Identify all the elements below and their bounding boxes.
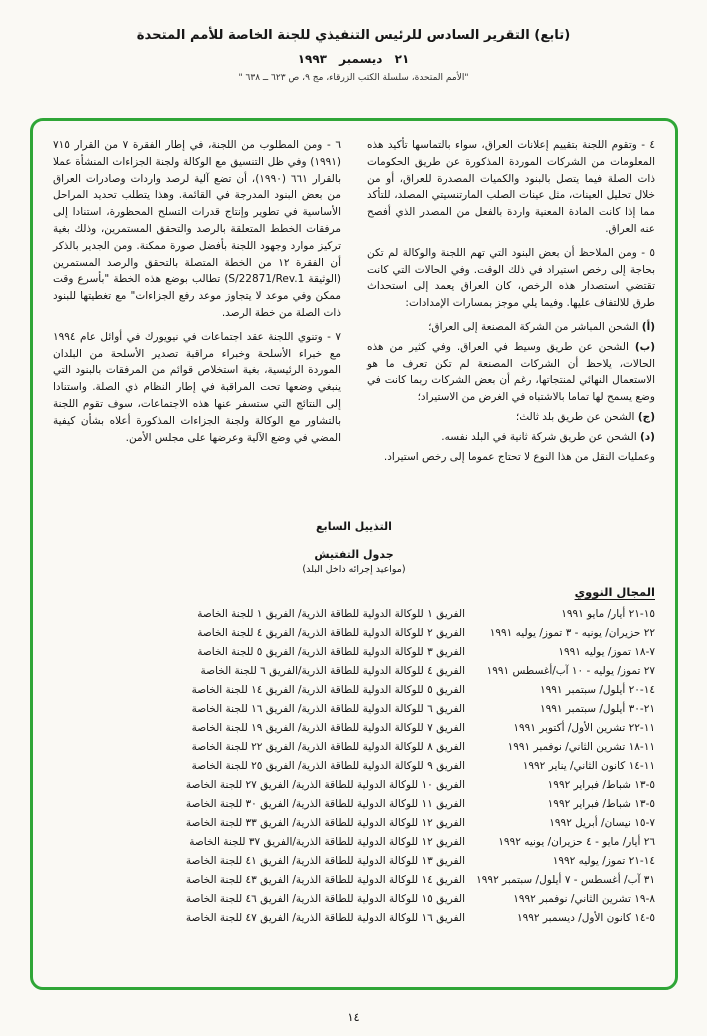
- inspection-date: ٢٦ أيار/ مايو - ٤ حزيران/ يونيه ١٩٩٢: [498, 836, 655, 848]
- list-item-b: [367, 339, 655, 406]
- inspection-team: الفريق ٨ للوكالة الدولية للطاقة الذرية/ الفريق ٢٢ للجنة الخاصة: [191, 741, 465, 753]
- paragraph-6: ٦ - ومن المطلوب من اللجنة، في إطار الفقرة ٧ من القرار ٧١٥ (١٩٩١) وفي ظل التنسيق مع الوكالة ولجنة الجزاءات المنشأة عملا بالقرار ٦٦١ (١٩٩٠)، أن تضع آلية لرصد واردات وصادرات العراق من بعض البنود المدرجة في القائمة. وهذا يتطلب تحديد المراحل الأساسية في تطوير وإنتاج قدرات التسلح المحظورة، استنادا إلى مرفقات الخطط المتعلقة بالرصد والتحقق المستمرين، وذلك بغية تركيز موارد وجهود اللجنة بأفضل صورة ممكنة. ومن الجدير بالذكر أن الفقرة ١٢ من الخطة المتصلة بالتحقق والرصد المستمرين (الوثيقة S/22871/Rev.1) تطالب بوضع هذه الخطة "بأسرع وقت ممكن وفي موعد لا يتجاوز موعد رفع الجزاءات" مع تغطيتها للبنود ذات الصلة من خطة الرصد.: [53, 139, 342, 319]
- document-title: (تابع) التقرير السادس للرئيس التنفيذي للجنة الخاصة للأمم المتحدة: [136, 28, 571, 43]
- inspection-date: ١١-٢٢ تشرين الأول/ أكتوبر ١٩٩١: [513, 722, 655, 734]
- appendix-title: التذييل السابع: [316, 520, 392, 533]
- inspection-team: الفريق ١٠ للوكالة الدولية للطاقة الذرية/ الفريق ٢٧ للجنة الخاصة: [185, 779, 465, 791]
- item-label-c: (ج): [637, 410, 655, 423]
- table-row: [53, 817, 655, 829]
- inspection-date: ٢١-٣٠ أيلول/ سبتمبر ١٩٩١: [539, 703, 655, 715]
- list-item-a: [367, 319, 655, 336]
- table-row: [53, 760, 655, 772]
- inspection-date: ٣١ آب/ أغسطس - ٧ أيلول/ سبتمبر ١٩٩٢: [476, 874, 655, 886]
- table-row: [53, 798, 655, 810]
- inspection-date: ١١-١٤ كانون الثاني/ يناير ١٩٩٢: [522, 760, 655, 772]
- inspection-team: الفريق ٩ للوكالة الدولية للطاقة الذرية/ الفريق ٢٥ للجنة الخاصة: [191, 760, 465, 772]
- supply-routes-list: [367, 319, 655, 446]
- inspection-team: الفريق ١٦ للوكالة الدولية للطاقة الذرية/ الفريق ٤٧ للجنة الخاصة: [185, 912, 465, 924]
- paragraph-4: ٤ - وتقوم اللجنة بتقييم إعلانات العراق، سواء بالتماسها تأكيد هذه المعلومات من الشركات الموردة المذكورة عن طريق الحكومات ذات الصلة فيما يتصل بالبنود والكميات المصدرة للعراق، أو من خلال تحليل العينات، مثل عينات الصلب المارتنسيتي المصلد، للتأكد مما إذا كانت المادة المعنية واردة بالفعل من المصدر الذي أفصح عنه العراق.: [367, 139, 655, 235]
- item-label-b: (ب): [634, 340, 655, 353]
- inspection-date: ٥-١٣ شباط/ فبراير ١٩٩٢: [547, 779, 655, 791]
- paragraph-5-tail: وعمليات النقل من هذا النوع لا تحتاج عموما إلى رخص استيراد.: [383, 450, 655, 463]
- inspection-team: الفريق ١٢ للوكالة الدولية للطاقة الذرية/الفريق ٣٧ للجنة الخاصة: [189, 836, 465, 848]
- table-row: [53, 874, 655, 886]
- list-item-c: [367, 409, 655, 426]
- inspection-team: الفريق ١٥ للوكالة الدولية للطاقة الذرية/ الفريق ٤٦ للجنة الخاصة: [185, 893, 465, 905]
- item-text-d: الشحن عن طريق شركة ثانية في البلد نفسه.: [441, 430, 637, 443]
- inspection-team: الفريق ٦ للوكالة الدولية للطاقة الذرية/ الفريق ١٦ للجنة الخاصة: [191, 703, 465, 715]
- table-row: [53, 855, 655, 867]
- inspection-date: ٧-١٥ نيسان/ أبريل ١٩٩٢: [549, 817, 655, 829]
- inspection-date: ١٥-٢١ أيار/ مايو ١٩٩١: [561, 608, 655, 620]
- inspection-date: ٥-١٣ شباط/ فبراير ١٩٩٢: [547, 798, 655, 810]
- table-row: [53, 722, 655, 734]
- inspection-team: الفريق ٥ للوكالة الدولية للطاقة الذرية/ الفريق ١٤ للجنة الخاصة: [191, 684, 465, 696]
- table-row: [53, 912, 655, 924]
- appendix-heading: [53, 520, 655, 575]
- document-header: [0, 0, 707, 83]
- inspection-schedule-title: جدول التفتيش: [314, 548, 394, 561]
- nuclear-section-title: المجال النووي: [574, 585, 655, 599]
- inspection-date: ١١-١٨ تشرين الثاني/ نوفمبر ١٩٩١: [507, 741, 655, 753]
- inspection-team: الفريق ٢ للوكالة الدولية للطاقة الذرية/ الفريق ٤ للجنة الخاصة: [197, 627, 465, 639]
- inspection-team: الفريق ١٣ للوكالة الدولية للطاقة الذرية/ الفريق ٤١ للجنة الخاصة: [185, 855, 465, 867]
- inspection-team: الفريق ١٢ للوكالة الدولية للطاقة الذرية/ الفريق ٣٣ للجنة الخاصة: [185, 817, 465, 829]
- inspection-team: الفريق ٤ للوكالة الدولية للطاقة الذرية/الفريق ٦ للجنة الخاصة: [200, 665, 465, 677]
- table-row: [53, 779, 655, 791]
- inspection-team: الفريق ١٤ للوكالة الدولية للطاقة الذرية/ الفريق ٤٣ للجنة الخاصة: [185, 874, 465, 886]
- inspection-team: الفريق ١١ للوكالة الدولية للطاقة الذرية/ الفريق ٣٠ للجنة الخاصة: [185, 798, 465, 810]
- inspection-table: [53, 608, 655, 924]
- table-row: [53, 608, 655, 620]
- inspection-team: الفريق ٧ للوكالة الدولية للطاقة الذرية/ الفريق ١٩ للجنة الخاصة: [191, 722, 465, 734]
- item-text-a: الشحن المباشر من الشركة المصنعة إلى العراق؛: [428, 320, 639, 333]
- document-date: ٢١ ديسمبر ١٩٩٣: [297, 52, 410, 66]
- two-column-text: [53, 137, 655, 512]
- item-label-a: (أ): [641, 320, 655, 333]
- inspection-date: ٢٧ تموز/ يوليه - ١٠ آب/أغسطس ١٩٩١: [486, 665, 655, 677]
- paragraph-7: ٧ - وتنوي اللجنة عقد اجتماعات في نيويورك في أوائل عام ١٩٩٤ مع خبراء الأسلحة وخبراء مراقبة تصدير الأسلحة من البلدان الموردة الرئيسية، بغية استخلاص قوائم من المرفقات بالبنود التي ينبغي وضعها تحت المراقبة في إطار النظام ذي الصلة. واستنادا إلى النتائج التي ستسفر عنها هذه الاجتماعات، سوف تقوم اللجنة بالتشاور مع الوكالة ولجنة الجزاءات المذكورة أعلاه بشأن كيفية المضي في وضع الآلية وعرضها على مجلس الأمن.: [53, 330, 341, 444]
- inspection-team: الفريق ٣ للوكالة الدولية للطاقة الذرية/ الفريق ٥ للجنة الخاصة: [197, 646, 465, 658]
- inspection-team: الفريق ١ للوكالة الدولية للطاقة الذرية/ الفريق ١ للجنة الخاصة: [197, 608, 465, 620]
- table-row: [53, 665, 655, 677]
- inspection-date: ٨-١٩ تشرين الثاني/ نوفمبر ١٩٩٢: [513, 893, 655, 905]
- item-text-c: الشحن عن طريق بلد ثالث؛: [515, 410, 635, 423]
- table-row: [53, 741, 655, 753]
- inspection-date: ٧-١٨ تموز/ يوليه ١٩٩١: [558, 646, 655, 658]
- inspection-schedule-note: (مواعيد إجرائه داخل البلد): [302, 564, 406, 575]
- table-row: [53, 703, 655, 715]
- table-row: [53, 684, 655, 696]
- page-number: ١٤: [347, 1010, 360, 1024]
- item-text-b: الشحن عن طريق وسيط في العراق. وفي كثير من هذه الحالات، يلاحظ أن الشركات المصنعة لم تكن تعرف ما هو الاستعمال النهائي لمنتجاتها، رغم أن بعض الشركات ربما كانت في وضع يسمح لها تماما بالاشتباه في الغرض من الاستيراد؛: [367, 340, 655, 404]
- paragraph-5: ٥ - ومن الملاحظ أن بعض البنود التي تهم اللجنة والوكالة لم تكن بحاجة إلى رخص استيراد في ذلك الوقت. وفي الحالات التي كانت تقتضي استصدار هذه الرخص، كان العراق يعمد إلى استحداث طرق للالتفاف عليها. وفيما يلي موجز بمسارات الإمدادات:: [367, 246, 655, 310]
- inspection-date: ٢٢ حزيران/ يونيه - ٣ تموز/ يوليه ١٩٩١: [489, 627, 655, 639]
- item-label-d: (د): [640, 430, 655, 443]
- list-item-d: [367, 429, 655, 446]
- content-frame: [30, 118, 678, 990]
- table-row: [53, 836, 655, 848]
- inspection-date: ١٤-٢٠ أيلول/ سبتمبر ١٩٩١: [539, 684, 655, 696]
- inspection-date: ٥-١٤ كانون الأول/ ديسمبر ١٩٩٢: [516, 912, 655, 924]
- column-right: [367, 137, 655, 472]
- inspection-date: ١٤-٢١ تموز/ يوليه ١٩٩٢: [552, 855, 655, 867]
- column-left: [53, 137, 341, 453]
- table-row: [53, 646, 655, 658]
- table-row: [53, 627, 655, 639]
- table-row: [53, 893, 655, 905]
- page-footer: [0, 1010, 707, 1024]
- source-citation-line: "الأمم المتحدة، سلسلة الكتب الزرقاء، مج ٩، ص ٦٢٣ ــ ٦٣٨ ": [238, 73, 469, 83]
